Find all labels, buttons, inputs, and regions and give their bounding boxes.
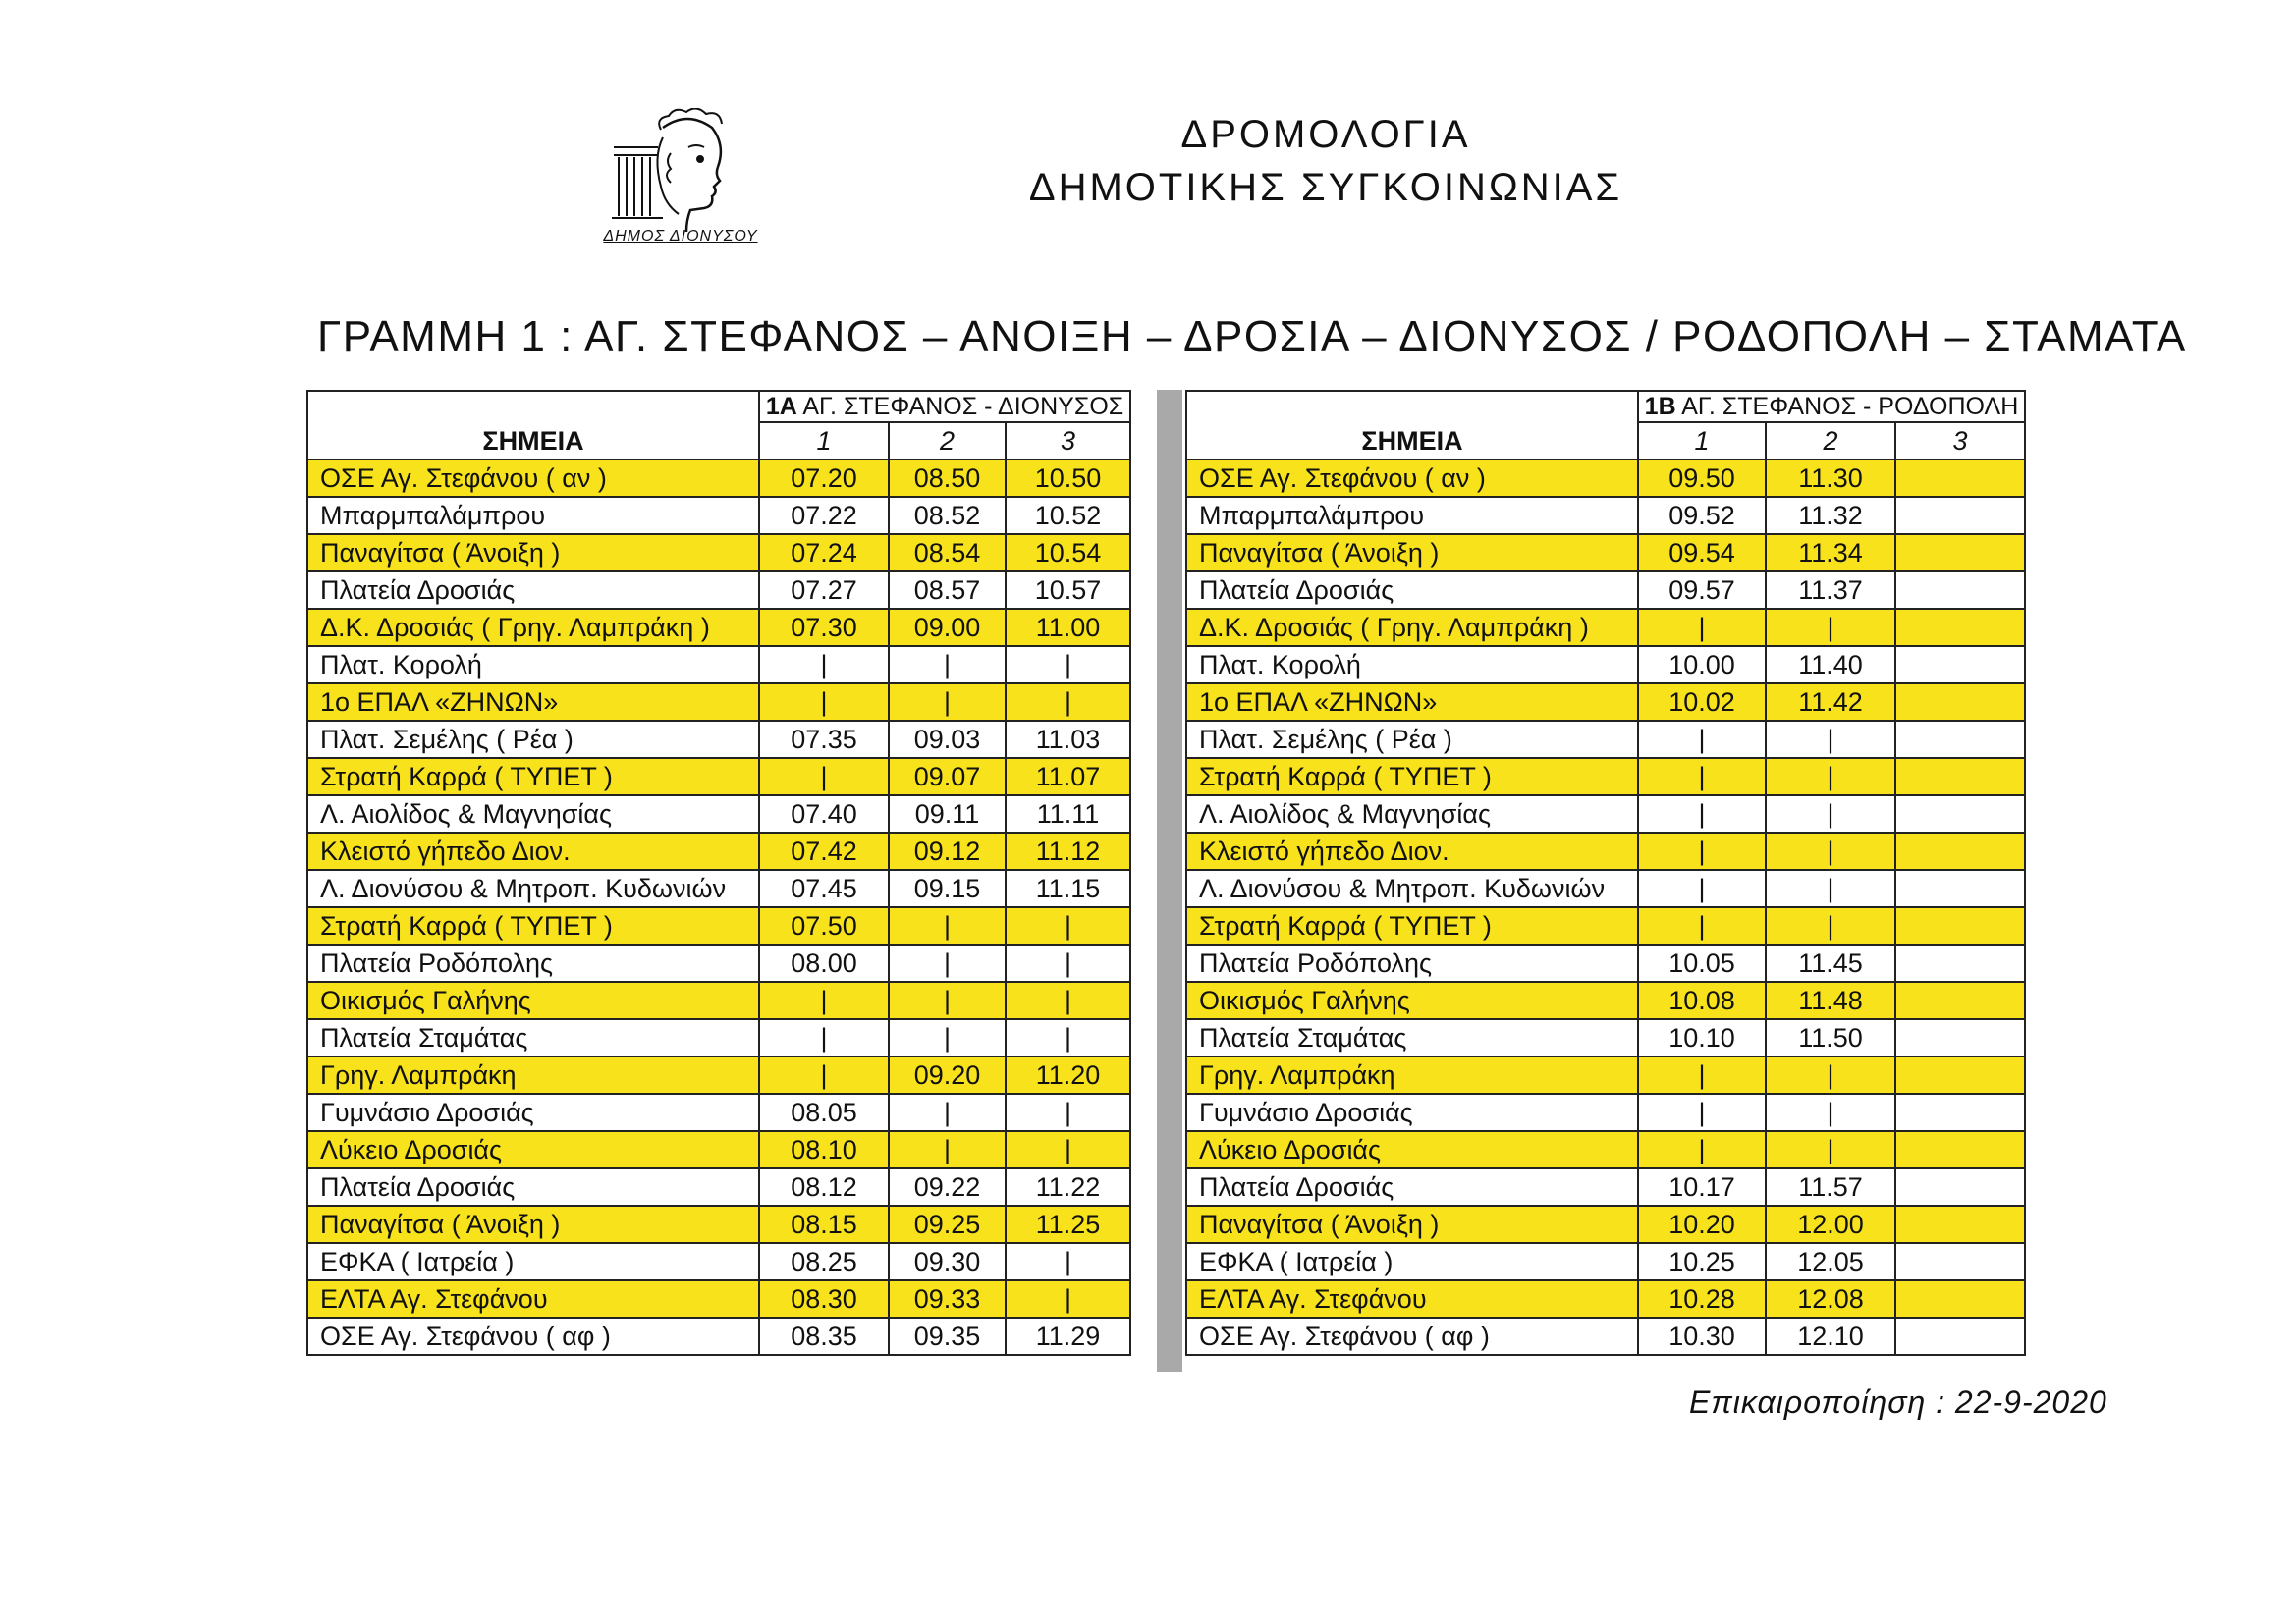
- departure-time: |: [1766, 721, 1895, 758]
- stop-name: Οικισμός Γαλήνης: [1186, 982, 1638, 1019]
- route-name: ΑΓ. ΣΤΕΦΑΝΟΣ - ΡΟΔΟΠΟΛΗ: [1681, 393, 2019, 420]
- stop-name: Πλατ. Κορολή: [1186, 646, 1638, 683]
- departure-time: 11.07: [1006, 758, 1130, 795]
- stop-name: Πλατεία Δροσιάς: [307, 1168, 759, 1206]
- departure-time: [1895, 833, 2025, 870]
- departure-time: 11.37: [1766, 571, 1895, 609]
- stop-name: Πλατεία Σταμάτας: [1186, 1019, 1638, 1056]
- departure-time: 08.15: [759, 1206, 889, 1243]
- departure-time: |: [1638, 1056, 1766, 1094]
- departure-time: 12.00: [1766, 1206, 1895, 1243]
- departure-time: 07.22: [759, 497, 889, 534]
- timetable-row: [307, 1094, 1130, 1131]
- departure-time: 10.00: [1638, 646, 1766, 683]
- departure-time: [1895, 460, 2025, 497]
- timetable-row: [307, 1019, 1130, 1056]
- timetable-row: [1186, 1280, 2025, 1318]
- timetable-row: [307, 1056, 1130, 1094]
- departure-time: |: [889, 945, 1006, 982]
- departure-time: 09.00: [889, 609, 1006, 646]
- document-title: [982, 108, 1669, 214]
- column-header-row: [1186, 422, 2025, 460]
- departure-time: 11.00: [1006, 609, 1130, 646]
- departure-time: 12.10: [1766, 1318, 1895, 1355]
- departure-time: 08.05: [759, 1094, 889, 1131]
- departure-time: 08.52: [889, 497, 1006, 534]
- heading-spacer: [1186, 391, 1638, 422]
- departure-time: |: [889, 1131, 1006, 1168]
- column-header-row: [307, 422, 1130, 460]
- stop-name: ΟΣΕ Αγ. Στεφάνου ( αν ): [1186, 460, 1638, 497]
- departure-time: 10.57: [1006, 571, 1130, 609]
- departure-time: |: [1638, 609, 1766, 646]
- route-code: 1Β: [1644, 393, 1676, 420]
- stop-name: Μπαρμπαλάμπρου: [1186, 497, 1638, 534]
- timetable-row: [307, 945, 1130, 982]
- stop-name: Λύκειο Δροσιάς: [1186, 1131, 1638, 1168]
- departure-time: 08.10: [759, 1131, 889, 1168]
- timetable-row: [307, 982, 1130, 1019]
- timetable-row: [1186, 497, 2025, 534]
- departure-time: 08.35: [759, 1318, 889, 1355]
- departure-time: 08.54: [889, 534, 1006, 571]
- stop-name: ΟΣΕ Αγ. Στεφάνου ( αν ): [307, 460, 759, 497]
- stop-name: ΕΦΚΑ ( Ιατρεία ): [307, 1243, 759, 1280]
- update-date: Επικαιροποίηση : 22-9-2020: [1689, 1384, 2107, 1420]
- stop-name: Πλατ. Σεμέλης ( Ρέα ): [1186, 721, 1638, 758]
- departure-time: 08.00: [759, 945, 889, 982]
- departure-time: 10.02: [1638, 683, 1766, 721]
- departure-time: [1895, 1168, 2025, 1206]
- departure-time: |: [1006, 1243, 1130, 1280]
- departure-time: |: [1638, 1131, 1766, 1168]
- departure-time: 10.30: [1638, 1318, 1766, 1355]
- timetable-row: [1186, 683, 2025, 721]
- timetable-row: [307, 833, 1130, 870]
- departure-time: 08.57: [889, 571, 1006, 609]
- stop-name: Γυμνάσιο Δροσιάς: [307, 1094, 759, 1131]
- departure-time: |: [1766, 758, 1895, 795]
- timetable-row: [1186, 534, 2025, 571]
- departure-time: |: [1638, 1094, 1766, 1131]
- departure-time: 07.27: [759, 571, 889, 609]
- departure-time: 08.30: [759, 1280, 889, 1318]
- timetable-row: [1186, 460, 2025, 497]
- stop-name: Στρατή Καρρά ( ΤΥΠΕΤ ): [1186, 758, 1638, 795]
- stop-name: Πλατεία Σταμάτας: [307, 1019, 759, 1056]
- departure-time: |: [759, 646, 889, 683]
- departure-time: |: [889, 982, 1006, 1019]
- timetable-row: [307, 571, 1130, 609]
- departure-time: [1895, 795, 2025, 833]
- timetable-row: [307, 1168, 1130, 1206]
- departure-time: |: [1006, 683, 1130, 721]
- departure-time: |: [1638, 833, 1766, 870]
- route-heading: [759, 391, 1130, 422]
- departure-time: 09.33: [889, 1280, 1006, 1318]
- departure-time: 11.11: [1006, 795, 1130, 833]
- route-heading-row: [307, 391, 1130, 422]
- stop-name: Δ.Κ. Δροσιάς ( Γρηγ. Λαμπράκη ): [307, 609, 759, 646]
- timetable-row: [1186, 907, 2025, 945]
- departure-time: |: [759, 1056, 889, 1094]
- departure-time: |: [1766, 1094, 1895, 1131]
- trip-number-header: 3: [1006, 422, 1130, 460]
- departure-time: 07.45: [759, 870, 889, 907]
- departure-time: 11.12: [1006, 833, 1130, 870]
- departure-time: 09.35: [889, 1318, 1006, 1355]
- trip-number-header: 3: [1895, 422, 2025, 460]
- stop-name: Γρηγ. Λαμπράκη: [1186, 1056, 1638, 1094]
- departure-time: [1895, 945, 2025, 982]
- timetable-row: [307, 497, 1130, 534]
- route-heading: [1638, 391, 2025, 422]
- trip-number-header: 1: [1638, 422, 1766, 460]
- departure-time: |: [1006, 982, 1130, 1019]
- departure-time: |: [889, 683, 1006, 721]
- departure-time: 11.29: [1006, 1318, 1130, 1355]
- stop-name: Πλατ. Κορολή: [307, 646, 759, 683]
- departure-time: |: [1766, 833, 1895, 870]
- departure-time: 11.25: [1006, 1206, 1130, 1243]
- departure-time: |: [1766, 870, 1895, 907]
- stop-name: Γρηγ. Λαμπράκη: [307, 1056, 759, 1094]
- departure-time: |: [1766, 1131, 1895, 1168]
- departure-time: |: [759, 683, 889, 721]
- timetable-row: [307, 1206, 1130, 1243]
- timetable-row: [1186, 945, 2025, 982]
- stop-name: Πλατεία Δροσιάς: [307, 571, 759, 609]
- stops-column-header: ΣΗΜΕΙΑ: [307, 422, 759, 460]
- departure-time: 10.50: [1006, 460, 1130, 497]
- departure-time: 07.35: [759, 721, 889, 758]
- timetable-row: [1186, 982, 2025, 1019]
- timetable-row: [307, 646, 1130, 683]
- departure-time: 09.07: [889, 758, 1006, 795]
- departure-time: 12.05: [1766, 1243, 1895, 1280]
- route-code: 1Α: [765, 393, 797, 420]
- departure-time: [1895, 870, 2025, 907]
- departure-time: |: [889, 907, 1006, 945]
- departure-time: [1895, 1019, 2025, 1056]
- route-1b-timetable: [1185, 390, 2026, 1356]
- departure-time: [1895, 1206, 2025, 1243]
- departure-time: [1895, 497, 2025, 534]
- departure-time: [1895, 571, 2025, 609]
- timetable-row: [1186, 1243, 2025, 1280]
- departure-time: [1895, 1131, 2025, 1168]
- departure-time: [1895, 534, 2025, 571]
- departure-time: [1895, 907, 2025, 945]
- departure-time: [1895, 609, 2025, 646]
- stop-name: Λ. Αιολίδος & Μαγνησίας: [1186, 795, 1638, 833]
- heading-spacer: [307, 391, 759, 422]
- departure-time: [1895, 721, 2025, 758]
- departure-time: 10.54: [1006, 534, 1130, 571]
- departure-time: 11.30: [1766, 460, 1895, 497]
- departure-time: |: [759, 1019, 889, 1056]
- timetable-row: [307, 534, 1130, 571]
- departure-time: 10.28: [1638, 1280, 1766, 1318]
- departure-time: 07.30: [759, 609, 889, 646]
- timetable-row: [307, 870, 1130, 907]
- stop-name: ΟΣΕ Αγ. Στεφάνου ( αφ ): [307, 1318, 759, 1355]
- departure-time: |: [1766, 907, 1895, 945]
- stop-name: Παναγίτσα ( Άνοιξη ): [307, 1206, 759, 1243]
- departure-time: [1895, 982, 2025, 1019]
- departure-time: 11.22: [1006, 1168, 1130, 1206]
- timetable-row: [1186, 833, 2025, 870]
- departure-time: |: [1638, 758, 1766, 795]
- timetable-row: [307, 460, 1130, 497]
- departure-time: 07.40: [759, 795, 889, 833]
- stop-name: ΕΛΤΑ Αγ. Στεφάνου: [1186, 1280, 1638, 1318]
- stop-name: Λ. Διονύσου & Μητροπ. Κυδωνιών: [1186, 870, 1638, 907]
- departure-time: 09.30: [889, 1243, 1006, 1280]
- departure-time: 09.50: [1638, 460, 1766, 497]
- route-heading-row: [1186, 391, 2025, 422]
- stop-name: Στρατή Καρρά ( ΤΥΠΕΤ ): [307, 907, 759, 945]
- departure-time: |: [889, 1094, 1006, 1131]
- departure-time: 10.52: [1006, 497, 1130, 534]
- stop-name: Πλατεία Δροσιάς: [1186, 571, 1638, 609]
- stop-name: Γυμνάσιο Δροσιάς: [1186, 1094, 1638, 1131]
- title-line-2: ΔΗΜΟΤΙΚΗΣ ΣΥΓΚΟΙΝΩΝΙΑΣ: [1028, 166, 1623, 209]
- timetable-row: [1186, 870, 2025, 907]
- stop-name: ΟΣΕ Αγ. Στεφάνου ( αφ ): [1186, 1318, 1638, 1355]
- departure-time: 10.25: [1638, 1243, 1766, 1280]
- route-1a-timetable: [306, 390, 1131, 1356]
- stop-name: Πλατεία Ροδόπολης: [307, 945, 759, 982]
- timetable-row: [307, 1280, 1130, 1318]
- timetable-row: [1186, 1131, 2025, 1168]
- departure-time: 11.20: [1006, 1056, 1130, 1094]
- departure-time: |: [759, 758, 889, 795]
- departure-time: 07.24: [759, 534, 889, 571]
- stop-name: Οικισμός Γαλήνης: [307, 982, 759, 1019]
- departure-time: |: [1006, 1280, 1130, 1318]
- timetable-row: [1186, 609, 2025, 646]
- timetable-row: [1186, 795, 2025, 833]
- departure-time: 08.12: [759, 1168, 889, 1206]
- timetable-row: [307, 795, 1130, 833]
- departure-time: 11.03: [1006, 721, 1130, 758]
- departure-time: 11.34: [1766, 534, 1895, 571]
- logo-caption: ΔΗΜΟΣ ΔΙΟΝΥΣΟΥ: [603, 228, 758, 244]
- table-separator: [1157, 390, 1182, 1372]
- departure-time: |: [1006, 1131, 1130, 1168]
- departure-time: 08.50: [889, 460, 1006, 497]
- departure-time: 11.48: [1766, 982, 1895, 1019]
- departure-time: 10.17: [1638, 1168, 1766, 1206]
- departure-time: 12.08: [1766, 1280, 1895, 1318]
- timetable-row: [1186, 721, 2025, 758]
- departure-time: [1895, 1318, 2025, 1355]
- stop-name: Δ.Κ. Δροσιάς ( Γρηγ. Λαμπράκη ): [1186, 609, 1638, 646]
- timetable-row: [307, 609, 1130, 646]
- timetable-row: [1186, 1318, 2025, 1355]
- departure-time: 07.42: [759, 833, 889, 870]
- departure-time: |: [1638, 870, 1766, 907]
- timetable-row: [1186, 1168, 2025, 1206]
- stop-name: Λ. Διονύσου & Μητροπ. Κυδωνιών: [307, 870, 759, 907]
- departure-time: 11.32: [1766, 497, 1895, 534]
- stop-name: Κλειστό γήπεδο Διον.: [307, 833, 759, 870]
- departure-time: |: [1006, 907, 1130, 945]
- departure-time: [1895, 1094, 2025, 1131]
- route-name: ΑΓ. ΣΤΕΦΑΝΟΣ - ΔΙΟΝΥΣΟΣ: [802, 393, 1124, 420]
- timetable-row: [1186, 758, 2025, 795]
- departure-time: [1895, 1243, 2025, 1280]
- stop-name: 1ο ΕΠΑΛ «ΖΗΝΩΝ»: [307, 683, 759, 721]
- trip-number-header: 2: [889, 422, 1006, 460]
- departure-time: 09.25: [889, 1206, 1006, 1243]
- stop-name: 1ο ΕΠΑΛ «ΖΗΝΩΝ»: [1186, 683, 1638, 721]
- departure-time: |: [1638, 795, 1766, 833]
- departure-time: 09.15: [889, 870, 1006, 907]
- timetable-row: [307, 758, 1130, 795]
- departure-time: 11.50: [1766, 1019, 1895, 1056]
- departure-time: 09.12: [889, 833, 1006, 870]
- departure-time: 10.20: [1638, 1206, 1766, 1243]
- timetable-row: [1186, 1056, 2025, 1094]
- stop-name: ΕΦΚΑ ( Ιατρεία ): [1186, 1243, 1638, 1280]
- departure-time: 09.54: [1638, 534, 1766, 571]
- timetable-row: [307, 907, 1130, 945]
- stop-name: Πλατ. Σεμέλης ( Ρέα ): [307, 721, 759, 758]
- departure-time: |: [1638, 721, 1766, 758]
- timetable-row: [1186, 646, 2025, 683]
- departure-time: 09.22: [889, 1168, 1006, 1206]
- departure-time: 08.25: [759, 1243, 889, 1280]
- departure-time: 11.45: [1766, 945, 1895, 982]
- departure-time: 07.50: [759, 907, 889, 945]
- departure-time: |: [1766, 609, 1895, 646]
- departure-time: 09.20: [889, 1056, 1006, 1094]
- departure-time: |: [1006, 646, 1130, 683]
- departure-time: |: [1006, 1094, 1130, 1131]
- departure-time: 09.11: [889, 795, 1006, 833]
- timetable-row: [1186, 571, 2025, 609]
- departure-time: 10.05: [1638, 945, 1766, 982]
- stop-name: Στρατή Καρρά ( ΤΥΠΕΤ ): [1186, 907, 1638, 945]
- departure-time: 07.20: [759, 460, 889, 497]
- departure-time: [1895, 1280, 2025, 1318]
- stop-name: Πλατεία Ροδόπολης: [1186, 945, 1638, 982]
- timetable-row: [307, 683, 1130, 721]
- stop-name: Κλειστό γήπεδο Διον.: [1186, 833, 1638, 870]
- departure-time: |: [1766, 1056, 1895, 1094]
- stop-name: ΕΛΤΑ Αγ. Στεφάνου: [307, 1280, 759, 1318]
- departure-time: 11.57: [1766, 1168, 1895, 1206]
- timetable-row: [1186, 1206, 2025, 1243]
- timetable-row: [307, 1243, 1130, 1280]
- stop-name: Παναγίτσα ( Άνοιξη ): [307, 534, 759, 571]
- departure-time: 11.15: [1006, 870, 1130, 907]
- timetable-row: [1186, 1019, 2025, 1056]
- departure-time: |: [889, 1019, 1006, 1056]
- dionysus-head-icon: [594, 108, 761, 236]
- stop-name: Παναγίτσα ( Άνοιξη ): [1186, 534, 1638, 571]
- stop-name: Λ. Αιολίδος & Μαγνησίας: [307, 795, 759, 833]
- trip-number-header: 2: [1766, 422, 1895, 460]
- departure-time: 11.42: [1766, 683, 1895, 721]
- departure-time: 10.08: [1638, 982, 1766, 1019]
- departure-time: 10.10: [1638, 1019, 1766, 1056]
- title-line-1: ΔΡΟΜΟΛΟΓΙΑ: [1180, 113, 1471, 156]
- line-title: ΓΡΑΜΜΗ 1 : ΑΓ. ΣΤΕΦΑΝΟΣ – ΑΝΟΙΞΗ – ΔΡΟΣΙΑ – ΔΙΟΝΥΣΟΣ / ΡΟΔΟΠΟΛΗ – ΣΤΑΜΑΤΑ: [317, 312, 2187, 360]
- stop-name: Στρατή Καρρά ( ΤΥΠΕΤ ): [307, 758, 759, 795]
- departure-time: [1895, 683, 2025, 721]
- timetable-row: [307, 1131, 1130, 1168]
- departure-time: |: [1006, 1019, 1130, 1056]
- departure-time: |: [889, 646, 1006, 683]
- stop-name: Μπαρμπαλάμπρου: [307, 497, 759, 534]
- departure-time: [1895, 758, 2025, 795]
- stop-name: Πλατεία Δροσιάς: [1186, 1168, 1638, 1206]
- stop-name: Παναγίτσα ( Άνοιξη ): [1186, 1206, 1638, 1243]
- stops-column-header: ΣΗΜΕΙΑ: [1186, 422, 1638, 460]
- departure-time: 09.52: [1638, 497, 1766, 534]
- departure-time: |: [1766, 795, 1895, 833]
- departure-time: |: [759, 982, 889, 1019]
- departure-time: [1895, 646, 2025, 683]
- departure-time: |: [1006, 945, 1130, 982]
- timetable-row: [307, 1318, 1130, 1355]
- trip-number-header: 1: [759, 422, 889, 460]
- timetable-row: [307, 721, 1130, 758]
- timetable-row: [1186, 1094, 2025, 1131]
- stop-name: Λύκειο Δροσιάς: [307, 1131, 759, 1168]
- departure-time: |: [1638, 907, 1766, 945]
- departure-time: 11.40: [1766, 646, 1895, 683]
- departure-time: 09.03: [889, 721, 1006, 758]
- departure-time: 09.57: [1638, 571, 1766, 609]
- departure-time: [1895, 1056, 2025, 1094]
